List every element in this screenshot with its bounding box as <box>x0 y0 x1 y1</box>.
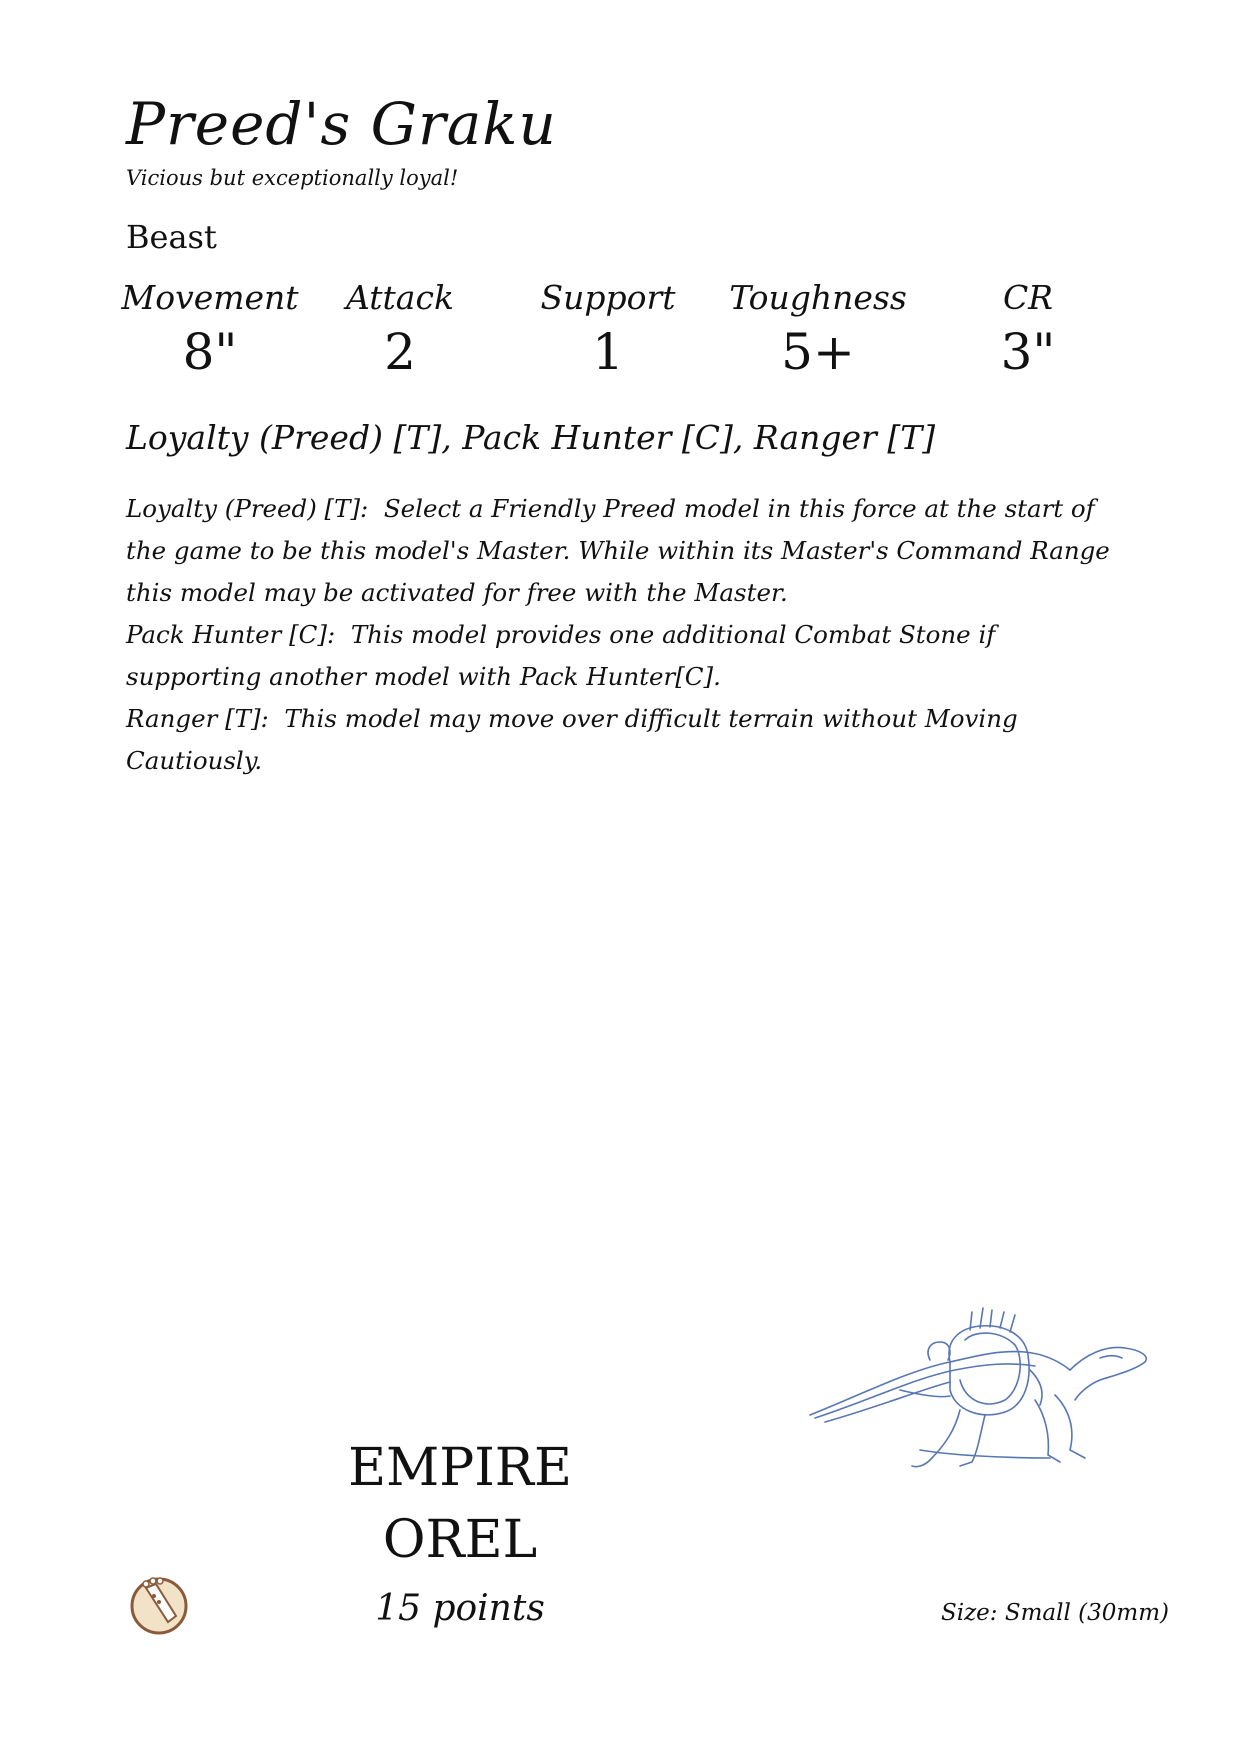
stat-movement <box>110 278 310 381</box>
faction-line-2: OREL <box>382 1510 538 1570</box>
stat-block <box>110 278 1130 388</box>
rule-text: This model may move over difficult terrain without Moving Cautiously. <box>126 704 1018 775</box>
stat-value: 2 <box>384 323 416 381</box>
faction-line-1: EMPIRE <box>348 1438 572 1498</box>
model-type: Beast <box>126 218 217 256</box>
stat-value: 5+ <box>781 323 855 381</box>
stat-label: Toughness <box>729 278 907 317</box>
card-subtitle: Vicious but exceptionally loyal! <box>126 166 459 190</box>
stat-support <box>508 278 708 381</box>
rule-ranger <box>126 698 1116 782</box>
rule-name: Loyalty (Preed) [T]: <box>126 494 369 523</box>
points-cost: 15 points <box>375 1588 545 1629</box>
rule-name: Pack Hunter [C]: <box>126 620 336 649</box>
stat-value: 8" <box>182 323 238 381</box>
stat-label: Attack <box>346 278 454 317</box>
rule-pack-hunter <box>126 614 1116 698</box>
rule-text: Select a Friendly Preed model in this force at the start of the game to be this model's Master. While within its Master's Command Range this model may be activated for free with the Master. <box>126 494 1110 607</box>
stat-label: Support <box>540 278 676 317</box>
card-title: Preed's Graku <box>126 90 557 158</box>
keyword-list: Loyalty (Preed) [T], Pack Hunter [C], Ranger [T] <box>126 418 936 457</box>
stat-value: 1 <box>592 323 624 381</box>
stat-label: CR <box>1002 278 1054 317</box>
rule-text: This model provides one additional Combat Stone if supporting another model with Pack Hunter[C]. <box>126 620 996 691</box>
rules-text <box>126 488 1116 782</box>
beast-sketch-illustration <box>800 1300 1160 1480</box>
stat-label: Movement <box>121 278 299 317</box>
stat-attack <box>300 278 500 381</box>
base-size: Size: Small (30mm) <box>940 1600 1169 1626</box>
faction-name <box>300 1432 620 1576</box>
stat-cr <box>928 278 1128 381</box>
stat-toughness <box>718 278 918 381</box>
stat-value: 3" <box>1000 323 1056 381</box>
rule-name: Ranger [T]: <box>126 704 269 733</box>
hand-emblem-icon <box>126 1570 192 1636</box>
rule-loyalty <box>126 488 1116 614</box>
